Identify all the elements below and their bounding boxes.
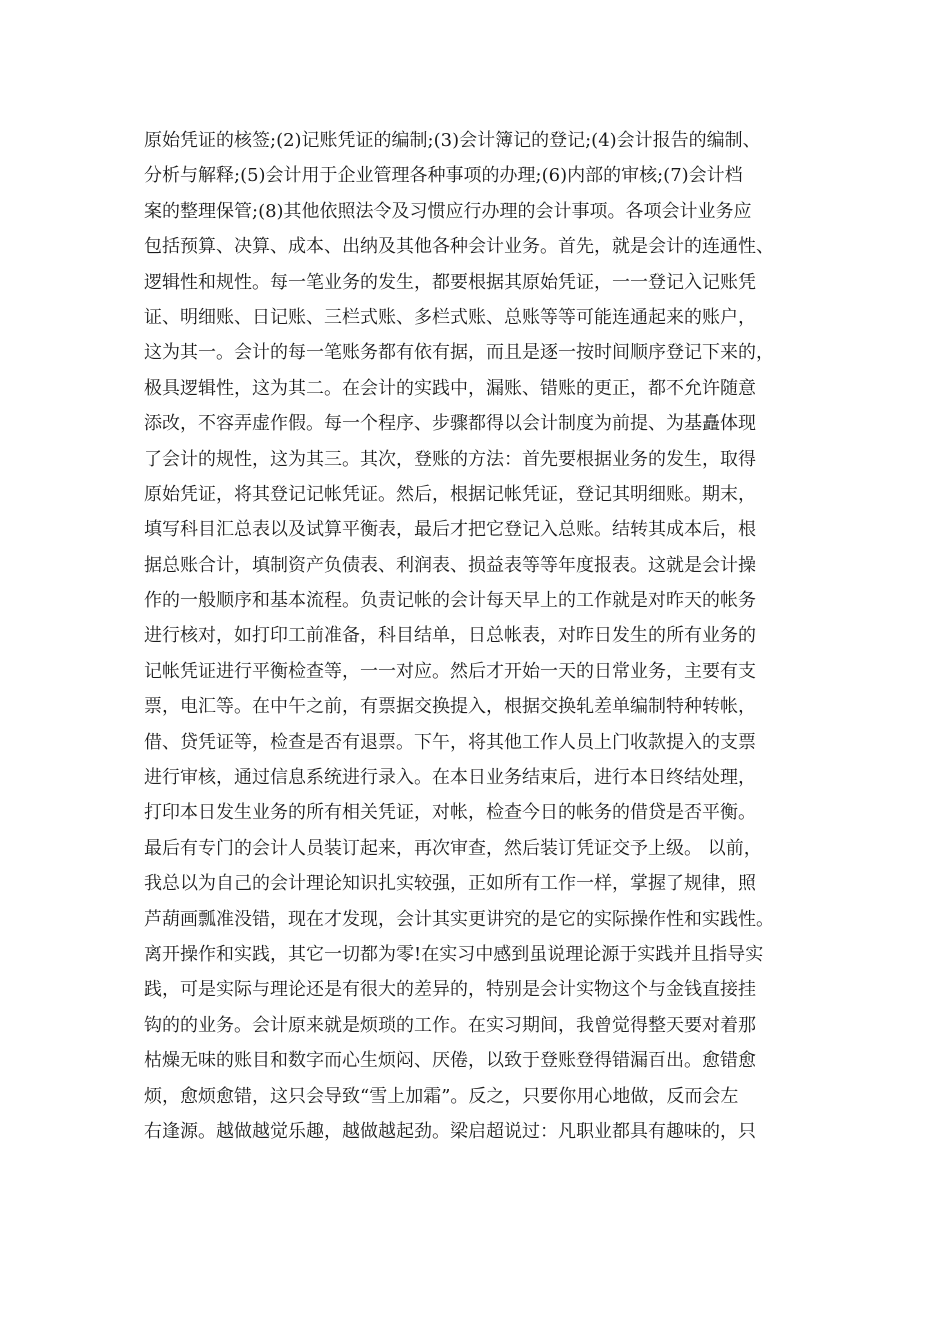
text-line: 逻辑性和规性。每一笔业务的发生，都要根据其原始凭证，一一登记入记账凭 <box>144 271 756 293</box>
body-paragraph <box>144 123 824 1149</box>
text-line: 添改，不容弄虚作假。每一个程序、步骤都得以会计制度为前提、为基矗体现 <box>144 413 756 435</box>
text-line: 芦葫画瓢准没错，现在才发现，会计其实更讲究的是它的实际操作性和实践性。 <box>144 908 774 930</box>
text-line: 记帐凭证进行平衡检查等，一一对应。然后才开始一天的日常业务，主要有支 <box>144 660 756 682</box>
text-line: 填写科目汇总表以及试算平衡表，最后才把它登记入总账。结转其成本后，根 <box>144 519 756 541</box>
text-line: 践，可是实际与理论还是有很大的差异的，特别是会计实物这个与金钱直接挂 <box>144 979 756 1001</box>
text-line: 极具逻辑性，这为其二。在会计的实践中，漏账、错账的更正，都不允许随意 <box>144 377 756 399</box>
text-line: 借、贷凭证等，检查是否有退票。下午，将其他工作人员上门收款提入的支票 <box>144 731 756 753</box>
text-line: 分析与解释;(5)会计用于企业管理各种事项的办理;(6)内部的审核;(7)会计档 <box>144 165 743 187</box>
text-line: 烦，愈烦愈错，这只会导致“雪上加霜”。反之，只要你用心地做，反而会左 <box>144 1085 739 1107</box>
text-line: 原始凭证的核签;(2)记账凭证的编制;(3)会计簿记的登记;(4)会计报告的编制、 <box>144 130 761 151</box>
text-line: 原始凭证，将其登记记帐凭证。然后，根据记帐凭证，登记其明细账。期末， <box>144 483 756 505</box>
text-line: 案的整理保管;(8)其他依照法令及习惯应行办理的会计事项。各项会计业务应 <box>144 200 752 222</box>
text-line: 这为其一。会计的每一笔账务都有依有据，而且是逐一按时间顺序登记下来的， <box>144 342 774 364</box>
text-line: 离开操作和实践，其它一切都为零!在实习中感到虽说理论源于实践并且指导实 <box>144 943 764 965</box>
text-line: 钩的的业务。会计原来就是烦琐的工作。在实习期间，我曾觉得整天要对着那 <box>144 1014 756 1036</box>
text-line: 包括预算、决算、成本、出纳及其他各种会计业务。首先，就是会计的连通性、 <box>144 236 774 258</box>
text-line: 右逢源。越做越觉乐趣，越做越起劲。梁启超说过：凡职业都具有趣味的，只 <box>144 1120 756 1142</box>
text-line: 了会计的规性，这为其三。其次，登账的方法：首先要根据业务的发生，取得 <box>144 448 756 470</box>
text-line: 作的一般顺序和基本流程。负责记帐的会计每天早上的工作就是对昨天的帐务 <box>144 590 756 612</box>
text-line: 最后有专门的会计人员装订起来，再次审查，然后装订凭证交予上级。 以前， <box>144 837 762 859</box>
text-line: 据总账合计，填制资产负债表、利润表、损益表等等年度报表。这就是会计操 <box>144 554 756 576</box>
text-line: 进行核对，如打印工前准备，科目结单，日总帐表，对昨日发生的所有业务的 <box>144 625 756 647</box>
text-line: 进行审核，通过信息系统进行录入。在本日业务结束后，进行本日终结处理， <box>144 767 756 789</box>
text-line: 我总以为自己的会计理论知识扎实较强，正如所有工作一样，掌握了规律，照 <box>144 873 756 895</box>
text-line: 打印本日发生业务的所有相关凭证，对帐，检查今日的帐务的借贷是否平衡。 <box>144 802 756 824</box>
text-line: 枯燥无味的账目和数字而心生烦闷、厌倦，以致于登账登得错漏百出。愈错愈 <box>144 1050 756 1072</box>
text-line: 证、明细账、日记账、三栏式账、多栏式账、总账等等可能连通起来的账户， <box>144 306 756 328</box>
text-line: 票，电汇等。在中午之前，有票据交换提入，根据交换轧差单编制特种转帐， <box>144 696 756 718</box>
